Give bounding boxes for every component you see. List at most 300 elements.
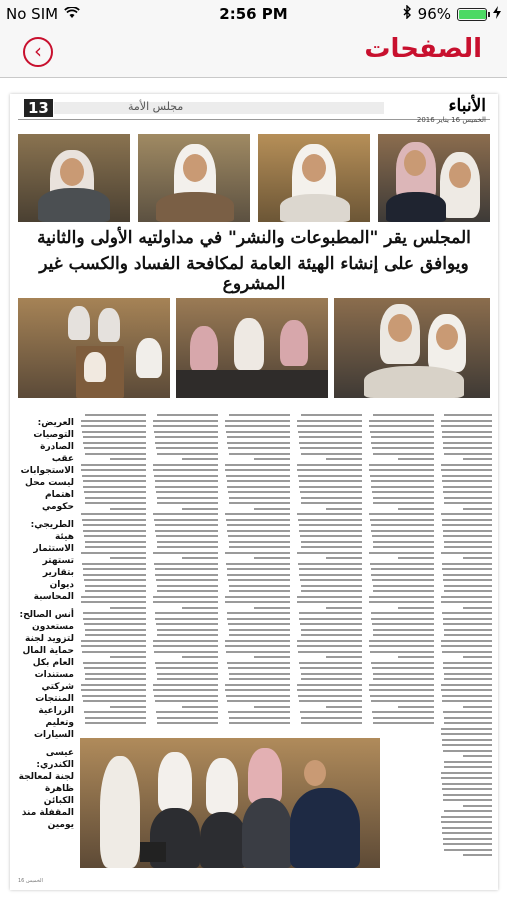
text-line [463,706,492,708]
text-line [369,640,434,642]
text-line [398,706,434,708]
text-line [83,612,146,614]
text-line [326,458,362,460]
text-line [153,689,218,691]
text-line [154,475,218,477]
text-line [225,684,290,686]
text-line [370,431,434,433]
text-line [157,502,218,504]
text-line [441,777,492,779]
text-line [441,601,492,603]
text-line [441,733,492,735]
text-line [442,827,492,829]
text-line [225,464,290,466]
text-line [254,508,290,510]
text-line [443,486,492,488]
text-line [372,447,434,449]
text-line [157,541,218,543]
text-line [297,513,362,515]
text-line [229,497,290,499]
text-line [369,420,434,422]
text-line [443,442,492,444]
text-line [227,612,290,614]
text-line [371,486,434,488]
text-line [372,711,434,713]
text-line [298,519,362,521]
text-line [85,497,146,499]
text-line [369,596,434,598]
text-line [153,469,218,471]
text-line [182,508,218,510]
text-line [371,442,434,444]
text-line [155,612,218,614]
text-line [300,667,362,669]
section-bar [54,102,384,114]
text-line [229,414,290,416]
text-line [299,524,362,526]
text-line [369,464,434,466]
text-line [442,832,492,834]
text-line [81,689,146,691]
text-line [441,464,492,466]
text-line [442,695,492,697]
text-line [297,425,362,427]
text-line [444,453,492,455]
chevron-left-icon: ‹ [34,39,42,63]
text-line [157,453,218,455]
text-line [225,552,290,554]
text-line [228,491,290,493]
text-line [371,618,434,620]
text-line [442,475,492,477]
photo-bottom [80,738,380,868]
text-column-6 [440,414,492,860]
text-line [81,640,146,642]
text-line [155,530,218,532]
text-line [463,854,492,856]
text-line [444,590,492,592]
carrier-label: No SIM [6,5,59,23]
text-line [84,667,146,669]
text-line [300,535,362,537]
text-column-3 [224,414,290,732]
text-line [225,689,290,691]
text-line [297,469,362,471]
text-line [227,486,290,488]
text-line [227,436,290,438]
text-line [81,596,146,598]
text-line [369,684,434,686]
text-line [154,651,218,653]
text-line [83,574,146,576]
text-line [157,414,218,416]
text-line [153,552,218,554]
text-line [441,684,492,686]
text-line [82,519,146,521]
text-line [155,568,218,570]
text-line [371,436,434,438]
text-line [155,480,218,482]
text-line [297,640,362,642]
text-line [441,645,492,647]
text-line [301,629,362,631]
text-line [85,546,146,548]
text-line [297,645,362,647]
text-line [82,431,146,433]
text-line [442,480,492,482]
text-line [443,799,492,801]
text-line [85,502,146,504]
text-line [373,414,434,416]
text-line [301,497,362,499]
text-line [229,453,290,455]
page-title: الصفحات [364,34,482,64]
text-line [229,717,290,719]
text-line [225,645,290,647]
text-line [229,722,290,724]
text-line [226,475,290,477]
text-line [326,557,362,559]
text-line [228,711,290,713]
text-line [369,552,434,554]
text-line [83,486,146,488]
text-line [298,475,362,477]
photo-middle-2 [176,298,328,398]
text-line [442,788,492,790]
text-line [326,706,362,708]
sidebar-headline-3: أنس الصالح: مستعدون لتزويد لجنة حماية المال العام بكل مستندات شركتي المنتجات الزراعية وتعليم السيارات [19,610,74,740]
text-line [301,634,362,636]
text-line [85,634,146,636]
text-line [297,689,362,691]
text-line [82,475,146,477]
headline-line-1: المجلس يقر "المطبوعات والنشر" في مداولتيه الأولى والثانية [37,228,471,248]
text-line [154,519,218,521]
text-line [443,794,492,796]
text-line [182,458,218,460]
text-line [227,662,290,664]
text-line [85,453,146,455]
issue-date: الخميس 16 يناير 2016 [416,116,486,124]
text-line [441,821,492,823]
text-line [398,458,434,460]
text-line [370,651,434,653]
text-line [182,557,218,559]
text-line [442,436,492,438]
text-line [463,755,492,757]
newspaper-page[interactable] [10,94,498,890]
text-line [110,557,146,559]
text-line [297,552,362,554]
text-line [299,618,362,620]
text-line [154,695,218,697]
text-line [301,502,362,504]
text-line [369,689,434,691]
text-line [372,623,434,625]
text-line [182,607,218,609]
text-line [301,673,362,675]
text-line [398,508,434,510]
text-line [157,717,218,719]
text-line [153,601,218,603]
text-column-2 [152,414,218,732]
text-line [85,722,146,724]
text-line [157,629,218,631]
text-line [443,447,492,449]
text-line [229,502,290,504]
text-line [441,469,492,471]
text-line [326,656,362,658]
text-line [110,706,146,708]
text-line [228,579,290,581]
photo-middle-1 [18,298,170,398]
text-line [155,700,218,702]
text-line [157,497,218,499]
text-line [370,475,434,477]
text-line [153,513,218,515]
text-line [298,563,362,565]
text-line [182,706,218,708]
text-line [225,596,290,598]
text-line [442,739,492,741]
text-line [299,486,362,488]
text-line [443,623,492,625]
text-line [297,420,362,422]
text-line [444,673,492,675]
text-line [83,480,146,482]
text-line [155,436,218,438]
text-line [227,442,290,444]
text-line [443,711,492,713]
text-line [370,695,434,697]
section-name: مجلس الأمة [128,100,184,113]
text-line [254,706,290,708]
text-line [226,563,290,565]
text-line [154,431,218,433]
text-line [299,612,362,614]
text-line [82,563,146,565]
text-line [153,420,218,422]
text-line [444,541,492,543]
text-line [227,618,290,620]
text-line [298,431,362,433]
text-line [441,420,492,422]
text-line [443,667,492,669]
text-line [373,502,434,504]
text-line [81,425,146,427]
text-line [227,530,290,532]
text-line [83,700,146,702]
text-column-4 [296,414,362,732]
text-line [228,447,290,449]
text-line [301,453,362,455]
text-line [444,546,492,548]
text-line [372,535,434,537]
text-line [229,634,290,636]
text-line [156,667,218,669]
text-line [83,442,146,444]
text-line [226,651,290,653]
text-line [299,436,362,438]
text-line [373,678,434,680]
text-line [444,678,492,680]
text-line [83,568,146,570]
text-line [299,574,362,576]
text-line [301,717,362,719]
text-line [299,442,362,444]
text-line [444,634,492,636]
text-line [373,546,434,548]
text-line [83,530,146,532]
text-line [155,486,218,488]
text-line [444,497,492,499]
text-line [443,491,492,493]
text-line [229,673,290,675]
text-line [156,579,218,581]
text-line [85,717,146,719]
text-line [463,805,492,807]
text-line [83,436,146,438]
page-footer: الخميس 16 [18,878,43,884]
photo-top-2 [138,134,250,222]
text-line [443,618,492,620]
battery-percent: 96% [417,5,451,23]
text-line [229,629,290,631]
text-line [153,645,218,647]
text-line [227,568,290,570]
text-line [81,464,146,466]
text-line [155,662,218,664]
text-line [299,662,362,664]
text-line [371,700,434,702]
text-line [227,574,290,576]
text-line [300,447,362,449]
text-line [81,469,146,471]
text-line [229,585,290,587]
photo-top-3 [258,134,370,222]
text-line [371,524,434,526]
status-bar [0,0,507,28]
text-line [85,673,146,675]
text-line [463,458,492,460]
text-line [84,535,146,537]
text-line [441,552,492,554]
text-line [373,585,434,587]
text-line [373,541,434,543]
text-line [369,601,434,603]
text-line [301,590,362,592]
text-line [81,513,146,515]
text-line [157,585,218,587]
text-line [154,563,218,565]
text-line [153,640,218,642]
text-line [442,563,492,565]
text-line [254,607,290,609]
text-line [442,431,492,433]
text-line [85,629,146,631]
text-line [85,585,146,587]
text-line [301,414,362,416]
text-line [153,425,218,427]
text-line [297,596,362,598]
text-line [155,574,218,576]
text-line [155,524,218,526]
text-line [441,513,492,515]
text-line [444,717,492,719]
text-line [84,711,146,713]
text-line [299,480,362,482]
text-column-1 [80,414,146,732]
text-line [301,546,362,548]
text-line [443,574,492,576]
text-line [371,530,434,532]
text-line [228,667,290,669]
bluetooth-icon [403,5,412,23]
navigation-bar [0,28,507,78]
text-line [225,601,290,603]
charging-icon [493,5,501,23]
text-line [156,491,218,493]
back-button[interactable] [23,37,53,67]
text-line [369,425,434,427]
text-line [226,519,290,521]
text-line [444,810,492,812]
text-line [369,645,434,647]
page-number: 13 [24,99,53,117]
text-line [225,425,290,427]
text-line [82,695,146,697]
text-line [228,535,290,537]
text-line [110,607,146,609]
text-line [156,711,218,713]
battery-icon [457,8,487,21]
text-line [157,673,218,675]
text-line [443,838,492,840]
text-line [81,601,146,603]
text-line [441,728,492,730]
text-line [301,722,362,724]
text-line [226,695,290,697]
text-line [299,700,362,702]
text-line [84,579,146,581]
text-line [84,491,146,493]
text-line [300,711,362,713]
text-line [463,656,492,658]
text-line [85,414,146,416]
text-line [85,541,146,543]
text-line [155,618,218,620]
text-line [441,425,492,427]
text-line [372,491,434,493]
text-line [157,546,218,548]
text-line [254,458,290,460]
text-line [443,579,492,581]
photo-top-4 [378,134,490,222]
sidebar-headline-4: عيسى الكندري: لجنة لمعالجة ظاهرة الكبائن المقفلة منذ يومين [18,748,74,830]
text-line [229,590,290,592]
text-line [463,557,492,559]
text-line [298,651,362,653]
text-line [225,513,290,515]
photo-top-1 [18,134,130,222]
text-line [299,568,362,570]
text-line [444,722,492,724]
text-line [326,508,362,510]
text-line [373,629,434,631]
text-line [225,420,290,422]
text-line [444,585,492,587]
text-line [444,766,492,768]
